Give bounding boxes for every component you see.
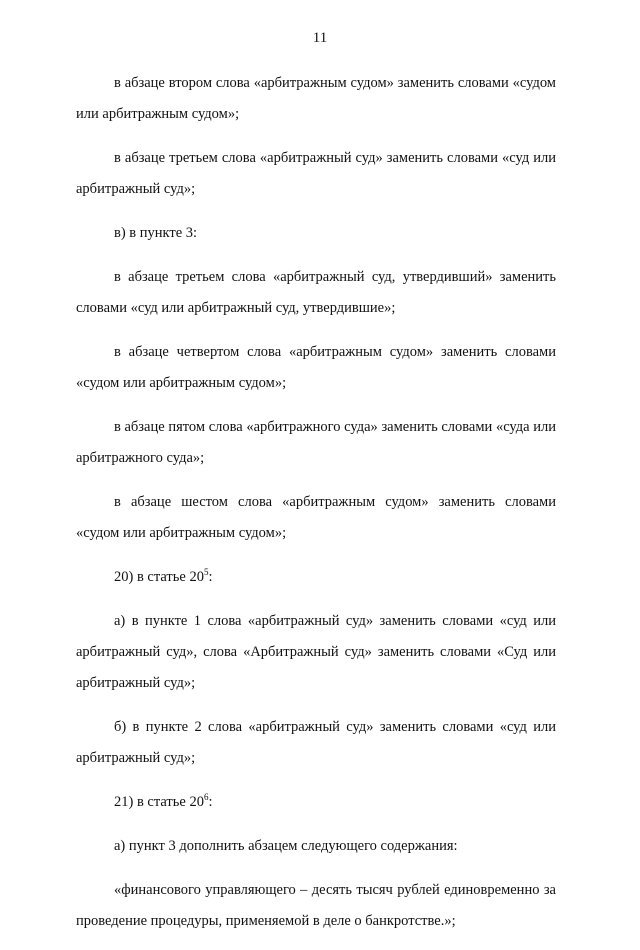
paragraph-article-20-5 (76, 562, 556, 593)
article-suffix: : (208, 569, 213, 585)
document-body (76, 68, 556, 950)
paragraph: а) пункт 3 дополнить абзацем следующего содержания: (114, 838, 458, 854)
paragraph: а) в пункте 1 слова «арбитражный суд» заменить словами «суд или арбитражный суд», слова «Арбитражный суд» заменить словами «Суд или арбитражный суд»; (76, 613, 556, 691)
paragraph: б) в пункте 2 слова «арбитражный суд» заменить словами «суд или арбитражный суд»; (76, 719, 556, 766)
paragraph: в абзаце третьем слова «арбитражный суд, утвердивший» заменить словами «суд или арбитражный суд, утвердившие»; (76, 269, 556, 316)
paragraph: в абзаце шестом слова «арбитражным судом» заменить словами «судом или арбитражным судом»; (76, 494, 556, 541)
paragraph: «финансового управляющего – десять тысяч рублей единовременно за проведение процедуры, применяемой в деле о банкротстве.»; (76, 882, 556, 929)
paragraph-article-20-6 (76, 787, 556, 818)
article-prefix: 21) в статье 20 (114, 794, 204, 810)
article-prefix: 20) в статье 20 (114, 569, 204, 585)
paragraph: в абзаце пятом слова «арбитражного суда» заменить словами «суда или арбитражного суда»; (76, 419, 556, 466)
article-suffix: : (208, 794, 213, 810)
paragraph: в абзаце четвертом слова «арбитражным судом» заменить словами «судом или арбитражным судом»; (76, 344, 556, 391)
paragraph: в) в пункте 3: (114, 225, 198, 241)
paragraph: в абзаце третьем слова «арбитражный суд» заменить словами «суд или арбитражный суд»; (76, 150, 556, 197)
paragraph: в абзаце втором слова «арбитражным судом» заменить словами «судом или арбитражным судом»; (76, 75, 556, 122)
article-superscript: 6 (203, 792, 209, 803)
article-superscript: 5 (203, 567, 209, 578)
page-number: 11 (312, 30, 328, 46)
